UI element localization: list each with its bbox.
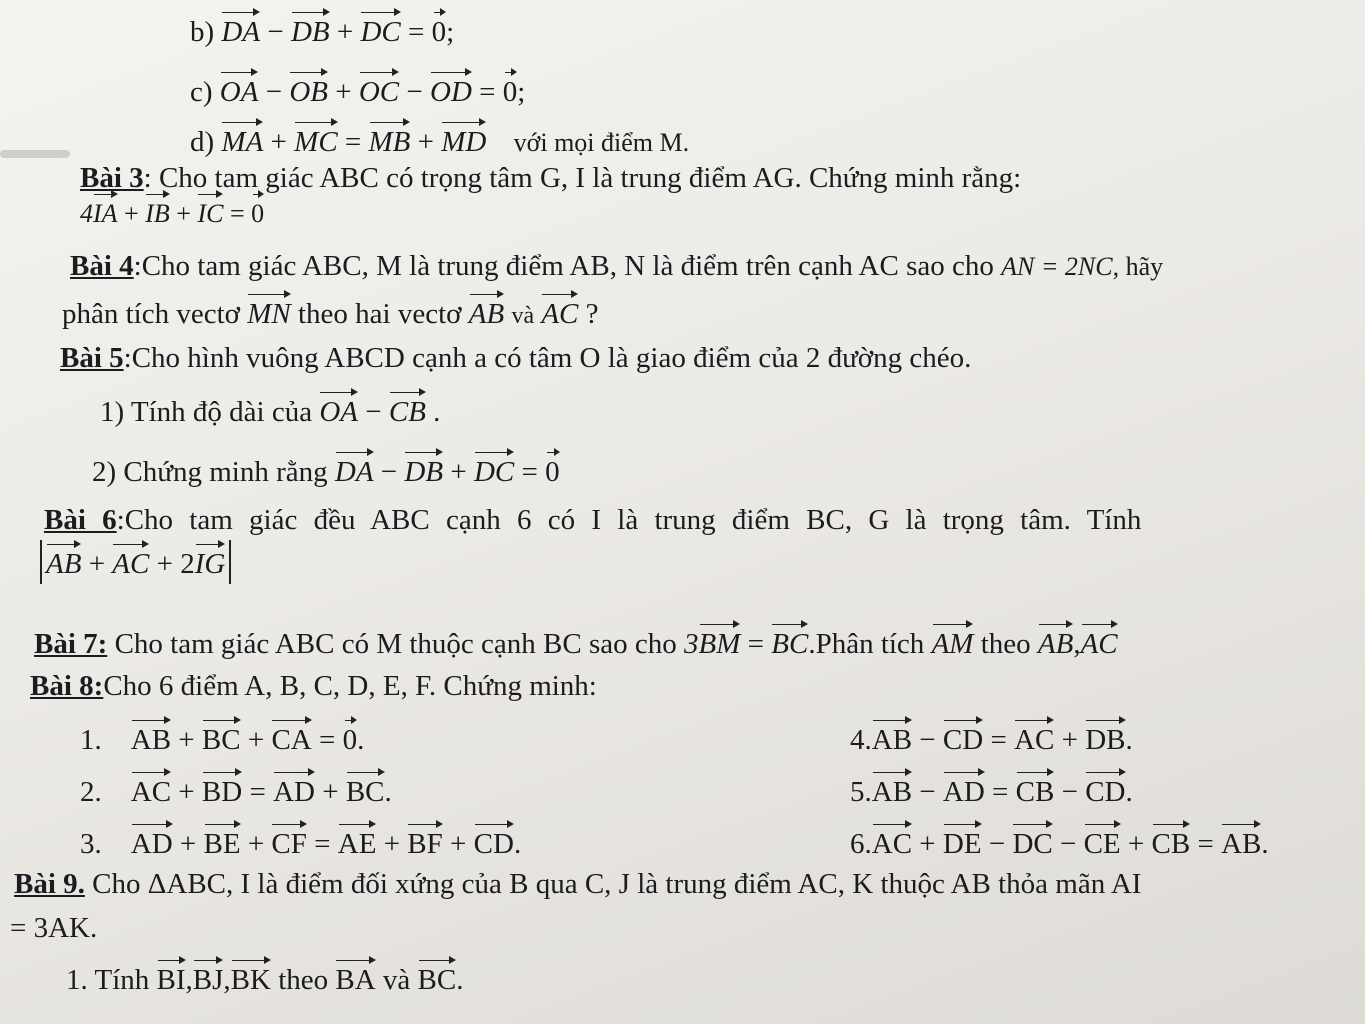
bai3-title: Bài 3 — [80, 162, 144, 194]
bai8-item2: 2. AC + BD = AD + BC. — [80, 768, 392, 810]
line-c: c) OA − OB + OC − OD = 0; — [190, 68, 525, 110]
bai8-item1: 1. AB + BC + CA = 0. — [80, 716, 364, 758]
bai5-q1-text: 1) Tính độ dài của — [100, 396, 313, 428]
bai5-text: :Cho hình vuông ABCD cạnh a có tâm O là giao điểm của 2 đường chéo. — [123, 342, 972, 374]
bai8-item4: 4.AB − CD = AC + DB. — [850, 716, 1133, 758]
bai9-q1: 1. Tính BI,BJ,BK theo BA và BC. — [66, 956, 463, 998]
label-c: c) — [190, 76, 213, 108]
bai4-l2b: theo hai vectơ — [298, 298, 462, 330]
bai7-title: Bài 7: — [34, 628, 108, 660]
bai9-line1 — [14, 866, 1141, 902]
bai3-formula: 4IA + IB + IC = 0 — [80, 190, 264, 232]
bai5-q1: 1) Tính độ dài của OA − CB . — [100, 388, 440, 430]
bai8-text: Cho 6 điểm A, B, C, D, E, F. Chứng minh: — [103, 670, 597, 702]
bai6-line1 — [44, 502, 1141, 538]
bai4-line2: phân tích vectơ MN theo hai vectơ AB và AC ? — [62, 290, 599, 334]
bai4-title: Bài 4 — [70, 250, 134, 282]
bai9-line2: = 3AK. — [10, 912, 98, 944]
bai9-q1-c: và — [382, 964, 411, 996]
num-1: 1. — [80, 724, 102, 756]
bai3-text: : Cho tam giác ABC có trọng tâm G, I là trung điểm AG. Chứng minh rằng: — [143, 162, 1022, 194]
label-b: b) — [190, 16, 215, 48]
bai4-l2c: và — [511, 303, 535, 329]
bai6-title: Bài 6 — [44, 504, 117, 536]
bai4-l2a: phân tích vectơ — [62, 298, 240, 330]
bai7-mid: .Phân tích — [808, 628, 925, 660]
bai4-line1 — [70, 248, 1163, 285]
line-d: d) MA + MC = MB + MD với mọi điểm M. — [190, 118, 689, 161]
bai9-q1-a: 1. Tính — [66, 964, 150, 996]
label-d: d) — [190, 126, 215, 158]
page-edge-shadow — [0, 150, 70, 158]
bai5-title: Bài 5 — [60, 342, 124, 374]
num-5: 5. — [850, 776, 872, 808]
line-b: b) DA − DB + DC = 0; — [190, 8, 454, 50]
bai7-theo: theo — [980, 628, 1031, 660]
bai6-text: :Cho tam giác đều ABC cạnh 6 có I là trung điểm BC, G là trọng tâm. Tính — [116, 504, 1142, 536]
bai8-title: Bài 8: — [30, 670, 104, 702]
bai4-tail: , hãy — [1112, 252, 1164, 281]
bai4-text: :Cho tam giác ABC, M là trung điểm AB, N là điểm trên cạnh AC sao cho — [133, 250, 994, 282]
bai5-q2-text: 2) Chứng minh rằng — [92, 456, 328, 488]
num-6: 6. — [850, 828, 872, 860]
bai4-cond: AN = 2NC — [1001, 252, 1113, 281]
bai7-line: Bài 7: Cho tam giác ABC có M thuộc cạnh BC sao cho 3BM = BC.Phân tích AM theo AB,AC — [34, 620, 1118, 662]
bai8-item3: 3. AD + BE + CF = AE + BF + CD. — [80, 820, 521, 862]
bai5-q2: 2) Chứng minh rằng DA − DB + DC = 0 — [92, 448, 560, 490]
bai5-line1 — [60, 340, 971, 376]
bai8-item5: 5.AB − AD = CB − CD. — [850, 768, 1133, 810]
bai6-formula: AB + AC + 2IG — [40, 540, 231, 584]
bai9-q1-b: theo — [278, 964, 329, 996]
num-3: 3. — [80, 828, 102, 860]
num-2: 2. — [80, 776, 102, 808]
bai8-line — [30, 668, 597, 704]
bai9-text: Cho ΔABC, I là điểm đối xứng của B qua C, J là trung điểm AC, K thuộc AB thỏa mãn AI — [92, 868, 1142, 900]
d-tail: với mọi điểm M. — [513, 128, 690, 157]
bai7-text: Cho tam giác ABC có M thuộc cạnh BC sao cho — [114, 628, 677, 660]
bai9-title: Bài 9. — [14, 868, 85, 900]
num-4: 4. — [850, 724, 872, 756]
bai8-item6: 6.AC + DE − DC − CE + CB = AB. — [850, 820, 1269, 862]
